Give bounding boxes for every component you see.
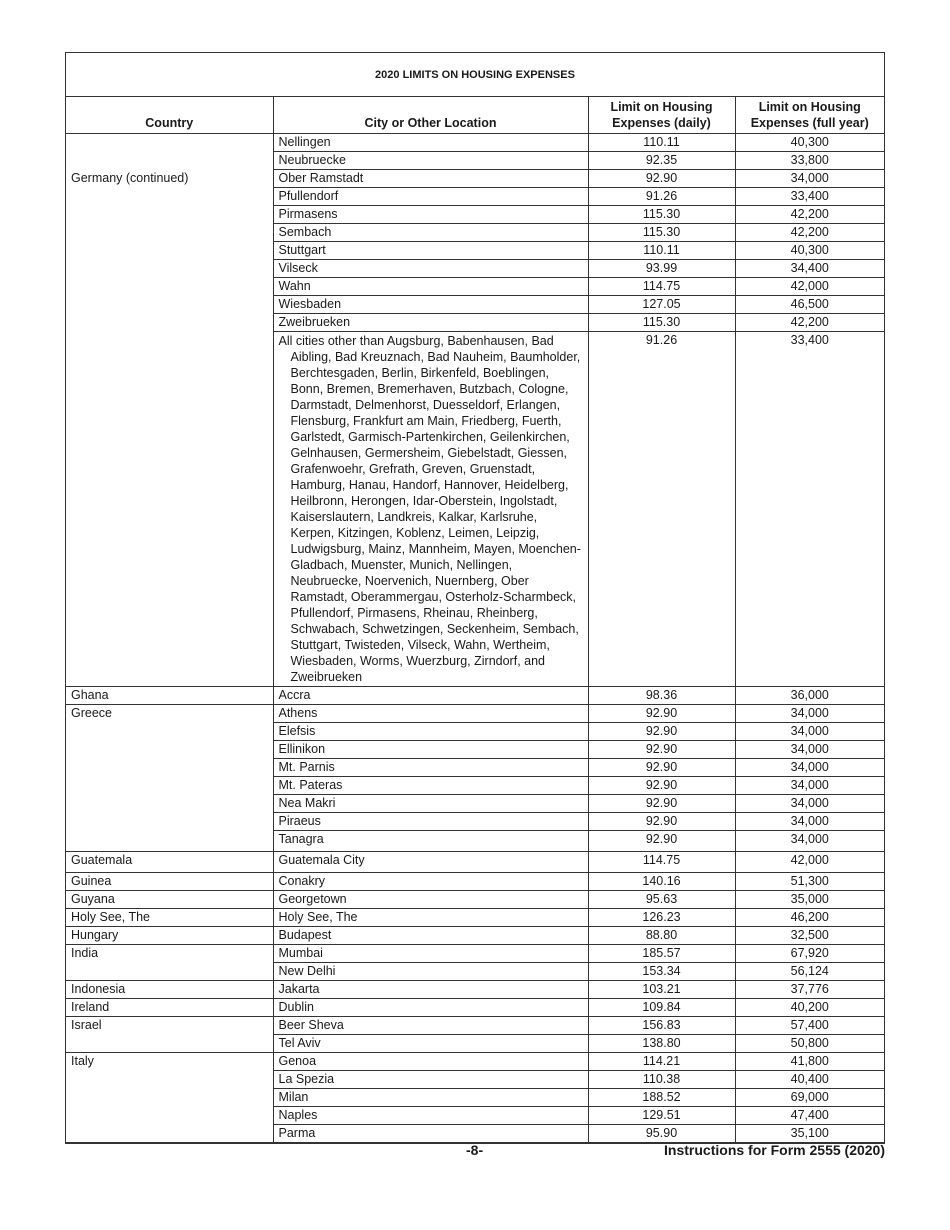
table-row xyxy=(66,170,884,188)
daily-limit-cell: 88.80 xyxy=(588,927,735,945)
yearly-limit-cell: 42,200 xyxy=(735,224,884,242)
yearly-limit-cell: 34,000 xyxy=(735,741,884,759)
country-cell: Italy xyxy=(71,1054,94,1068)
city-cell: Neubruecke xyxy=(273,152,588,170)
table-row xyxy=(66,1125,884,1143)
country-cell xyxy=(66,831,273,852)
city-cell: Ober Ramstadt xyxy=(273,170,588,188)
table-body xyxy=(66,134,884,1143)
yearly-limit-cell: 37,776 xyxy=(735,981,884,999)
table-row xyxy=(66,314,884,332)
yearly-limit-cell: 32,500 xyxy=(735,927,884,945)
daily-limit-cell: 156.83 xyxy=(588,1017,735,1035)
country-cell: Greece xyxy=(71,706,112,720)
yearly-limit-cell: 34,000 xyxy=(735,831,884,852)
header-daily-limit: Limit on Housing Expenses (daily) xyxy=(588,97,735,134)
yearly-limit-cell: 41,800 xyxy=(735,1053,884,1071)
country-cell: India xyxy=(71,946,99,960)
daily-limit-cell: 92.90 xyxy=(588,777,735,795)
daily-limit-cell: 92.90 xyxy=(588,723,735,741)
city-cell: Naples xyxy=(273,1107,588,1125)
country-cell xyxy=(66,963,273,981)
country-cell xyxy=(66,777,273,795)
footer-form-title: Instructions for Form 2555 (2020) xyxy=(664,1142,885,1158)
country-cell xyxy=(66,1125,273,1143)
table-row xyxy=(66,134,884,152)
daily-limit-cell: 91.26 xyxy=(588,332,735,687)
city-cell: Georgetown xyxy=(273,891,588,909)
yearly-limit-cell: 67,920 xyxy=(735,945,884,963)
table-row xyxy=(66,741,884,759)
country-cell: Ghana xyxy=(66,687,273,705)
daily-limit-cell: 91.26 xyxy=(588,188,735,206)
table-row xyxy=(66,963,884,981)
city-cell: Budapest xyxy=(273,927,588,945)
header-country: Country xyxy=(66,97,273,134)
city-cell: Pfullendorf xyxy=(273,188,588,206)
city-cell: Wahn xyxy=(273,278,588,296)
country-cell xyxy=(66,134,273,152)
daily-limit-cell: 129.51 xyxy=(588,1107,735,1125)
yearly-limit-cell: 35,100 xyxy=(735,1125,884,1143)
daily-limit-cell: 92.90 xyxy=(588,831,735,852)
table-header-row xyxy=(66,97,884,134)
yearly-limit-cell: 34,000 xyxy=(735,705,884,723)
country-cell xyxy=(66,188,273,206)
city-cell: Jakarta xyxy=(273,981,588,999)
daily-limit-cell: 98.36 xyxy=(588,687,735,705)
table-row xyxy=(66,152,884,170)
housing-limits-table-frame xyxy=(65,52,885,1144)
daily-limit-cell: 114.75 xyxy=(588,278,735,296)
table-row xyxy=(66,206,884,224)
table-row xyxy=(66,1089,884,1107)
yearly-limit-cell: 34,400 xyxy=(735,260,884,278)
yearly-limit-cell: 42,200 xyxy=(735,314,884,332)
country-cell xyxy=(66,296,273,314)
daily-limit-cell: 92.90 xyxy=(588,170,735,188)
page-number: -8- xyxy=(466,1142,484,1158)
table-row xyxy=(66,224,884,242)
table-row xyxy=(66,945,884,963)
country-cell xyxy=(66,206,273,224)
country-cell: Hungary xyxy=(66,927,273,945)
daily-limit-cell: 115.30 xyxy=(588,206,735,224)
daily-limit-cell: 95.63 xyxy=(588,891,735,909)
city-cell: Dublin xyxy=(273,999,588,1017)
daily-limit-cell: 109.84 xyxy=(588,999,735,1017)
table-row xyxy=(66,927,884,945)
yearly-limit-cell: 42,000 xyxy=(735,852,884,873)
country-cell: Ireland xyxy=(66,999,273,1017)
table-row xyxy=(66,777,884,795)
yearly-limit-cell: 57,400 xyxy=(735,1017,884,1035)
city-cell: Sembach xyxy=(273,224,588,242)
table-row xyxy=(66,260,884,278)
housing-limits-table xyxy=(66,97,884,1143)
header-city: City or Other Location xyxy=(273,97,588,134)
city-cell: Guatemala City xyxy=(273,852,588,873)
table-row xyxy=(66,723,884,741)
yearly-limit-cell: 42,200 xyxy=(735,206,884,224)
country-cell: Guinea xyxy=(66,873,273,891)
country-cell: Guyana xyxy=(66,891,273,909)
daily-limit-cell: 115.30 xyxy=(588,224,735,242)
daily-limit-cell: 93.99 xyxy=(588,260,735,278)
daily-limit-cell: 110.11 xyxy=(588,242,735,260)
city-cell: Genoa xyxy=(273,1053,588,1071)
table-row xyxy=(66,831,884,852)
daily-limit-cell: 95.90 xyxy=(588,1125,735,1143)
header-yearly-limit: Limit on Housing Expenses (full year) xyxy=(735,97,884,134)
daily-limit-cell: 103.21 xyxy=(588,981,735,999)
city-cell: Mt. Parnis xyxy=(273,759,588,777)
city-cell: Ellinikon xyxy=(273,741,588,759)
country-cell xyxy=(66,314,273,332)
city-cell: Tel Aviv xyxy=(273,1035,588,1053)
yearly-limit-cell: 40,400 xyxy=(735,1071,884,1089)
table-row xyxy=(66,332,884,687)
yearly-limit-cell: 34,000 xyxy=(735,723,884,741)
yearly-limit-cell: 40,300 xyxy=(735,242,884,260)
city-cell: Mumbai xyxy=(273,945,588,963)
city-cell: La Spezia xyxy=(273,1071,588,1089)
table-row xyxy=(66,1071,884,1089)
table-row xyxy=(66,759,884,777)
daily-limit-cell: 110.38 xyxy=(588,1071,735,1089)
table-row xyxy=(66,1035,884,1053)
table-row xyxy=(66,1107,884,1125)
country-cell xyxy=(66,260,273,278)
table-title: 2020 LIMITS ON HOUSING EXPENSES xyxy=(66,53,884,97)
table-row xyxy=(66,813,884,831)
yearly-limit-cell: 46,500 xyxy=(735,296,884,314)
yearly-limit-cell: 36,000 xyxy=(735,687,884,705)
yearly-limit-cell: 34,000 xyxy=(735,777,884,795)
city-cell: Holy See, The xyxy=(273,909,588,927)
country-cell xyxy=(66,152,273,170)
country-cell xyxy=(66,1071,273,1089)
table-row xyxy=(66,909,884,927)
country-cell xyxy=(66,759,273,777)
country-cell: Holy See, The xyxy=(66,909,273,927)
daily-limit-cell: 127.05 xyxy=(588,296,735,314)
yearly-limit-cell: 35,000 xyxy=(735,891,884,909)
yearly-limit-cell: 34,000 xyxy=(735,170,884,188)
yearly-limit-cell: 34,000 xyxy=(735,795,884,813)
table-row xyxy=(66,687,884,705)
yearly-limit-cell: 56,124 xyxy=(735,963,884,981)
city-cell: Nea Makri xyxy=(273,795,588,813)
city-cell: Vilseck xyxy=(273,260,588,278)
daily-limit-cell: 185.57 xyxy=(588,945,735,963)
country-cell xyxy=(66,242,273,260)
daily-limit-cell: 153.34 xyxy=(588,963,735,981)
country-cell xyxy=(66,1035,273,1053)
country-cell xyxy=(66,1107,273,1125)
country-cell: Israel xyxy=(71,1018,102,1032)
yearly-limit-cell: 34,000 xyxy=(735,813,884,831)
city-cell: Nellingen xyxy=(273,134,588,152)
table-row xyxy=(66,873,884,891)
country-cell xyxy=(66,741,273,759)
daily-limit-cell: 126.23 xyxy=(588,909,735,927)
table-row xyxy=(66,999,884,1017)
daily-limit-cell: 140.16 xyxy=(588,873,735,891)
daily-limit-cell: 92.35 xyxy=(588,152,735,170)
table-row xyxy=(66,1017,884,1035)
yearly-limit-cell: 33,800 xyxy=(735,152,884,170)
table-row xyxy=(66,891,884,909)
city-cell: Tanagra xyxy=(273,831,588,852)
daily-limit-cell: 110.11 xyxy=(588,134,735,152)
yearly-limit-cell: 33,400 xyxy=(735,332,884,687)
table-row xyxy=(66,852,884,873)
daily-limit-cell: 92.90 xyxy=(588,741,735,759)
table-row xyxy=(66,296,884,314)
city-cell: Beer Sheva xyxy=(273,1017,588,1035)
city-cell: Conakry xyxy=(273,873,588,891)
daily-limit-cell: 92.90 xyxy=(588,759,735,777)
city-cell: Accra xyxy=(273,687,588,705)
daily-limit-cell: 138.80 xyxy=(588,1035,735,1053)
table-row xyxy=(66,1053,884,1071)
country-cell xyxy=(66,224,273,242)
city-cell: Mt. Pateras xyxy=(273,777,588,795)
country-cell xyxy=(66,332,273,687)
yearly-limit-cell: 34,000 xyxy=(735,759,884,777)
daily-limit-cell: 188.52 xyxy=(588,1089,735,1107)
table-row xyxy=(66,795,884,813)
daily-limit-cell: 92.90 xyxy=(588,795,735,813)
daily-limit-cell: 115.30 xyxy=(588,314,735,332)
table-row xyxy=(66,981,884,999)
country-cell xyxy=(66,795,273,813)
country-cell xyxy=(66,813,273,831)
yearly-limit-cell: 51,300 xyxy=(735,873,884,891)
daily-limit-cell: 92.90 xyxy=(588,813,735,831)
table-row xyxy=(66,705,884,723)
city-cell: All cities other than Augsburg, Babenhausen, Bad Aibling, Bad Kreuznach, Bad Nauheim, Baumholder, Berchtesgaden, Berlin, Birkenfeld, Boeblingen, Bonn, Bremen, Bremerhaven, Butzbach, Cologne, Darmstadt, Delmenhorst, Duesseldorf, Erlangen, Flensburg, Frankfurt am Main, Friedberg, Fuerth, Garlstedt, Garmisch-Partenkirchen, Geilenkirchen, Gelnhausen, Germersheim, Giebelstadt, Giessen, Grafenwoehr, Grefrath, Greven, Gruenstadt, Hamburg, Hanau, Handorf, Hannover, Heidelberg, Heilbronn, Herongen, Idar-Oberstein, Ingolstadt, Kaiserslautern, Landkreis, Kalkar, Karlsruhe, Kerpen, Kitzingen, Koblenz, Leimen, Leipzig, Ludwigsburg, Mainz, Mannheim, Mayen, Moenchen-Gladbach, Muenster, Munich, Nellingen, Neubruecke, Noervenich, Nuernberg, Ober Ramstadt, Oberammergau, Osterholz-Scharmbeck, Pfullendorf, Pirmasens, Rheinau, Rheinberg, Schwabach, Schwetzingen, Seckenheim, Sembach, Stuttgart, Twisteden, Vilseck, Wahn, Wertheim, Wiesbaden, Worms, Wuerzburg, Zirndorf, and Zweibrueken xyxy=(278,334,581,684)
yearly-limit-cell: 50,800 xyxy=(735,1035,884,1053)
country-cell xyxy=(66,278,273,296)
city-cell: Athens xyxy=(273,705,588,723)
city-cell: Pirmasens xyxy=(273,206,588,224)
yearly-limit-cell: 47,400 xyxy=(735,1107,884,1125)
yearly-limit-cell: 33,400 xyxy=(735,188,884,206)
yearly-limit-cell: 42,000 xyxy=(735,278,884,296)
country-cell xyxy=(66,723,273,741)
daily-limit-cell: 92.90 xyxy=(588,705,735,723)
yearly-limit-cell: 69,000 xyxy=(735,1089,884,1107)
daily-limit-cell: 114.21 xyxy=(588,1053,735,1071)
table-row xyxy=(66,188,884,206)
city-cell: Wiesbaden xyxy=(273,296,588,314)
city-cell: Zweibrueken xyxy=(273,314,588,332)
table-row xyxy=(66,242,884,260)
yearly-limit-cell: 40,300 xyxy=(735,134,884,152)
city-cell: Parma xyxy=(273,1125,588,1143)
yearly-limit-cell: 46,200 xyxy=(735,909,884,927)
city-cell-container xyxy=(273,332,588,687)
country-cell xyxy=(66,1089,273,1107)
city-cell: Piraeus xyxy=(273,813,588,831)
country-cell: Guatemala xyxy=(66,852,273,873)
table-row xyxy=(66,278,884,296)
country-cell: Germany (continued) xyxy=(71,170,189,185)
city-cell: New Delhi xyxy=(273,963,588,981)
city-cell: Milan xyxy=(273,1089,588,1107)
daily-limit-cell: 114.75 xyxy=(588,852,735,873)
city-cell: Stuttgart xyxy=(273,242,588,260)
country-cell: Indonesia xyxy=(66,981,273,999)
yearly-limit-cell: 40,200 xyxy=(735,999,884,1017)
city-cell: Elefsis xyxy=(273,723,588,741)
